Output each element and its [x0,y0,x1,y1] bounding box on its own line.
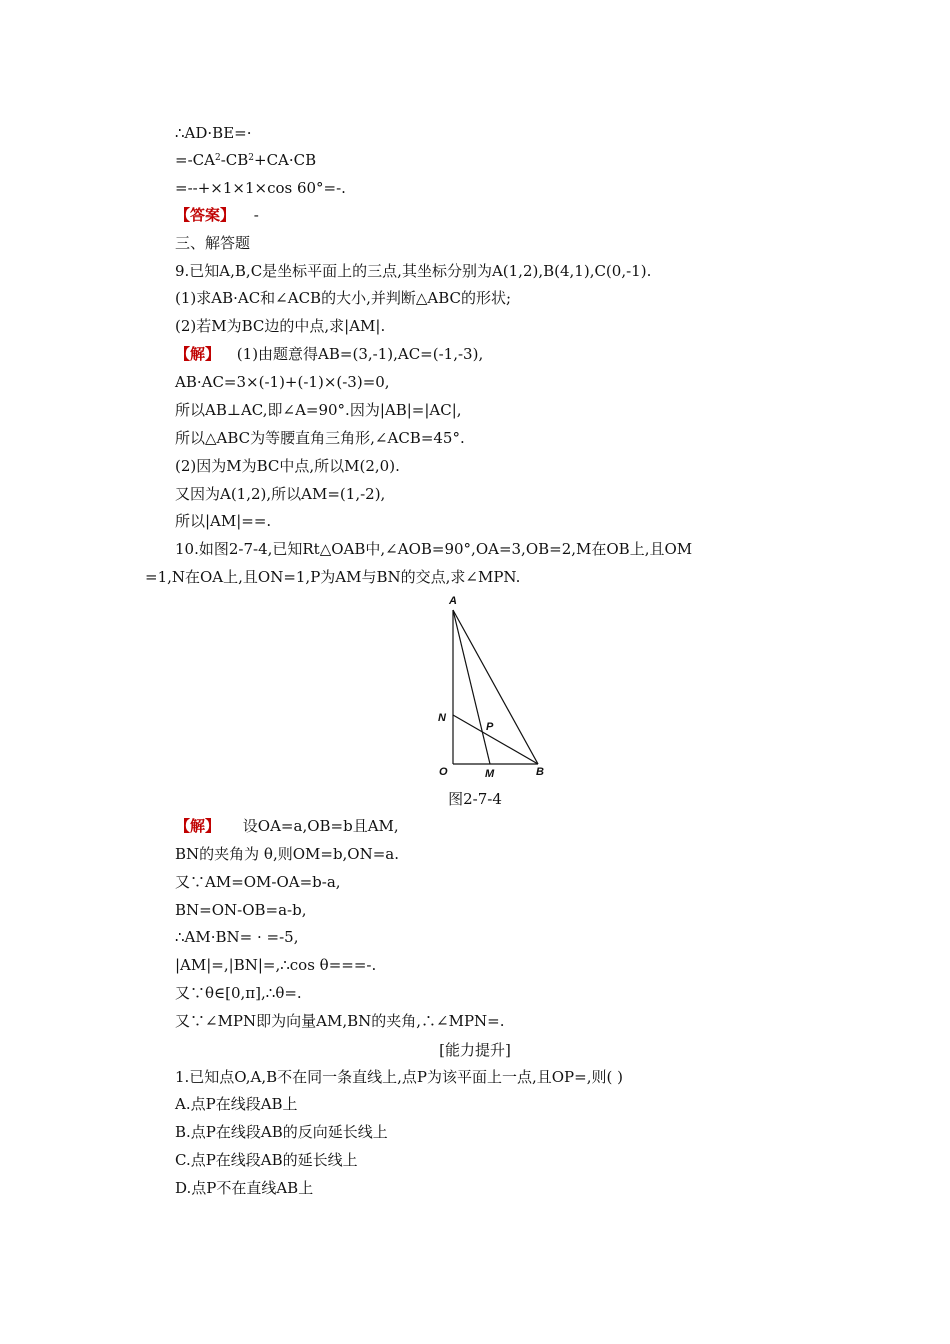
text-fragment: (1)由题意得AB=(3,-1),AC=(-1,-3), [236,345,484,363]
label-B: B [536,766,544,778]
label-A: A [449,595,457,607]
solution-tag: 【解】 [175,817,221,835]
figure-caption: 图2-7-4 [448,790,502,808]
ability-heading: [能力提升] [439,1041,511,1059]
segment-AB [453,610,538,764]
solution-tag: 【解】 [175,345,221,363]
answer-tag: 【答案】 [175,206,236,224]
text-fragment: -CB [220,151,249,169]
solution-10-line-8: 又∵∠MPN即为向量AM,BN的夹角,∴∠MPN=. [175,1012,505,1030]
solution-9-line-4: 所以△ABC为等腰直角三角形,∠ACB=45°. [175,429,465,447]
segment-AM [453,610,490,764]
solution-10-line-2: BN的夹角为 θ,则OM=b,ON=a. [175,845,400,863]
solution-9-line-7: 所以|AM|==. [175,512,272,530]
question-10-line-1: 10.如图2-7-4,已知Rt△OAB中,∠AOB=90°,OA=3,OB=2,M在OB上,且OM [175,540,693,558]
label-N: N [438,712,446,724]
option-c: C.点P在线段AB的延长线上 [175,1151,358,1169]
solution-9-line-2: AB·AC=3×(-1)+(-1)×(-3)=0, [175,373,390,391]
superscript: 2 [248,153,254,163]
label-M: M [485,768,495,780]
text-fragment: =-CA [175,151,215,169]
answer-value: - [253,206,259,224]
problem-1: 1.已知点O,A,B不在同一条直线上,点P为该平面上一点,且OP=,则( ) [175,1068,623,1086]
segment-BN [453,715,538,764]
label-O: O [439,766,448,778]
solution-10-line-6: |AM|=,|BN|=,∴cos θ===-. [175,956,377,974]
question-9-part-2: (2)若M为BC边的中点,求|AM|. [175,317,386,335]
section-heading: 三、解答题 [175,234,251,252]
question-9-part-1: (1)求AB·AC和∠ACB的大小,并判断△ABC的形状; [175,289,512,307]
option-a: A.点P在线段AB上 [175,1095,298,1113]
triangle-figure [430,592,560,782]
question-10-line-2: =1,N在OA上,且ON=1,P为AM与BN的交点,求∠MPN. [145,568,521,586]
solution-10-line-7: 又∵θ∈[0,π],∴θ=. [175,984,302,1002]
option-b: B.点P在线段AB的反向延长线上 [175,1123,388,1141]
question-9: 9.已知A,B,C是坐标平面上的三点,其坐标分别为A(1,2),B(4,1),C(0,-1). [175,262,652,280]
solution-9-line-6: 又因为A(1,2),所以AM=(1,-2), [175,485,386,503]
answer-line [175,205,259,225]
solution-9-line-3: 所以AB⊥AC,即∠A=90°.因为|AB|=|AC|, [175,401,462,419]
solution-10-line-5: ∴AM·BN= · =-5, [175,928,299,946]
option-d: D.点P不在直线AB上 [175,1179,314,1197]
text-line: =--+×1×1×cos 60°=-. [175,179,346,197]
solution-9-line-5: (2)因为M为BC中点,所以M(2,0). [175,457,400,475]
solution-10-line-1 [175,816,399,836]
solution-9-line-1 [175,344,483,364]
label-P: P [486,721,494,733]
superscript: 2 [214,153,221,163]
text-fragment: +CA·CB [254,151,317,169]
solution-10-line-4: BN=ON-OB=a-b, [175,901,307,919]
text-line: ∴AD·BE=· [175,124,252,142]
solution-10-line-3: 又∵AM=OM-OA=b-a, [175,873,341,891]
text-line [175,150,316,170]
text-fragment: 设OA=a,OB=b且AM, [242,817,399,835]
